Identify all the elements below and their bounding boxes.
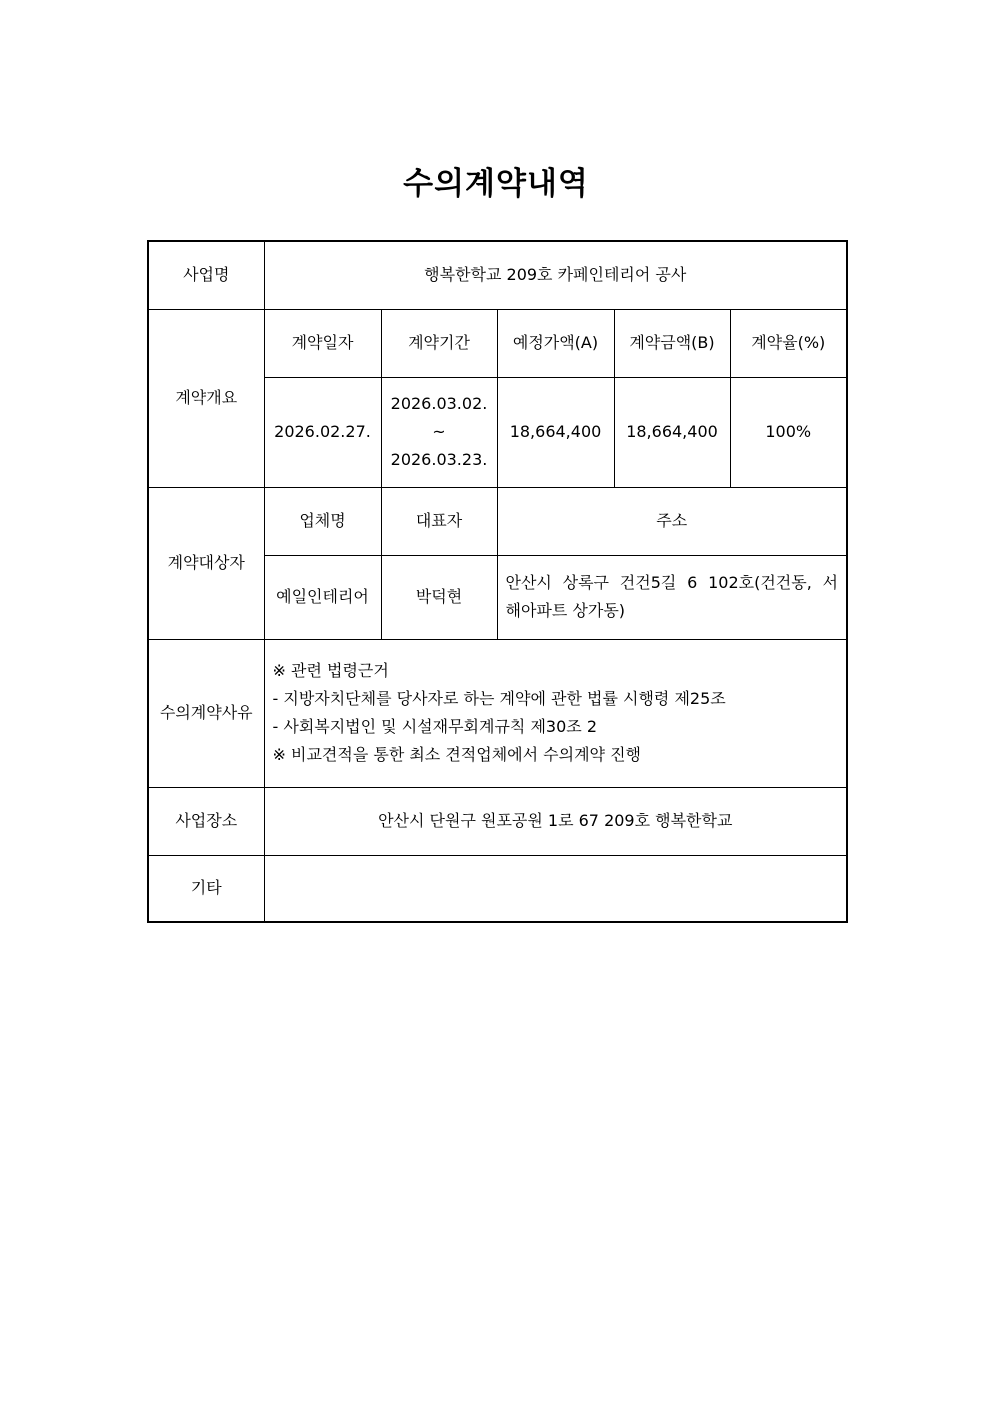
estimated-price-value: 18,664,400 bbox=[497, 377, 614, 487]
contract-table bbox=[147, 240, 848, 923]
reason-line-1: ※ 관련 법령근거 bbox=[272, 661, 389, 680]
representative-header: 대표자 bbox=[381, 487, 497, 555]
contract-rate-header: 계약율(%) bbox=[730, 309, 847, 377]
party-header-row bbox=[148, 487, 847, 555]
estimated-price-header: 예정가액(A) bbox=[497, 309, 614, 377]
overview-label: 계약개요 bbox=[148, 309, 264, 487]
reason-label: 수의계약사유 bbox=[148, 639, 264, 787]
contract-amount-header: 계약금액(B) bbox=[614, 309, 730, 377]
reason-value bbox=[264, 639, 847, 787]
contract-rate-value: 100% bbox=[730, 377, 847, 487]
project-value: 행복한학교 209호 카페인테리어 공사 bbox=[264, 241, 847, 309]
address-header: 주소 bbox=[497, 487, 847, 555]
address-value bbox=[497, 555, 847, 639]
address-line-2: 해아파트 상가동) bbox=[505, 601, 626, 620]
reason-line-2: - 지방자치단체를 당사자로 하는 계약에 관한 법률 시행령 제25조 bbox=[272, 689, 726, 708]
project-row bbox=[148, 241, 847, 309]
location-label: 사업장소 bbox=[148, 787, 264, 855]
location-value: 안산시 단원구 원포공원 1로 67 209호 행복한학교 bbox=[264, 787, 847, 855]
etc-value bbox=[264, 855, 847, 922]
period-separator: ~ bbox=[432, 422, 446, 441]
contract-date-header: 계약일자 bbox=[264, 309, 381, 377]
period-start: 2026.03.02. bbox=[390, 394, 488, 413]
reason-line-3: - 사회복지법인 및 시설재무회계규칙 제30조 2 bbox=[272, 717, 597, 736]
party-label: 계약대상자 bbox=[148, 487, 264, 639]
etc-label: 기타 bbox=[148, 855, 264, 922]
company-header: 업체명 bbox=[264, 487, 381, 555]
address-line-1: 안산시 상록구 건건5길 6 102호(건건동, 서 bbox=[505, 573, 839, 592]
overview-header-row bbox=[148, 309, 847, 377]
period-end: 2026.03.23. bbox=[390, 450, 488, 469]
reason-row bbox=[148, 639, 847, 787]
contract-date-value: 2026.02.27. bbox=[264, 377, 381, 487]
location-row bbox=[148, 787, 847, 855]
contract-amount-value: 18,664,400 bbox=[614, 377, 730, 487]
project-label: 사업명 bbox=[148, 241, 264, 309]
reason-line-4: ※ 비교견적을 통한 최소 견적업체에서 수의계약 진행 bbox=[272, 745, 641, 764]
etc-row bbox=[148, 855, 847, 922]
representative-value: 박덕현 bbox=[381, 555, 497, 639]
company-value: 예일인테리어 bbox=[264, 555, 381, 639]
contract-period-value bbox=[381, 377, 497, 487]
page-title: 수의계약내역 bbox=[403, 166, 589, 202]
contract-period-header: 계약기간 bbox=[381, 309, 497, 377]
